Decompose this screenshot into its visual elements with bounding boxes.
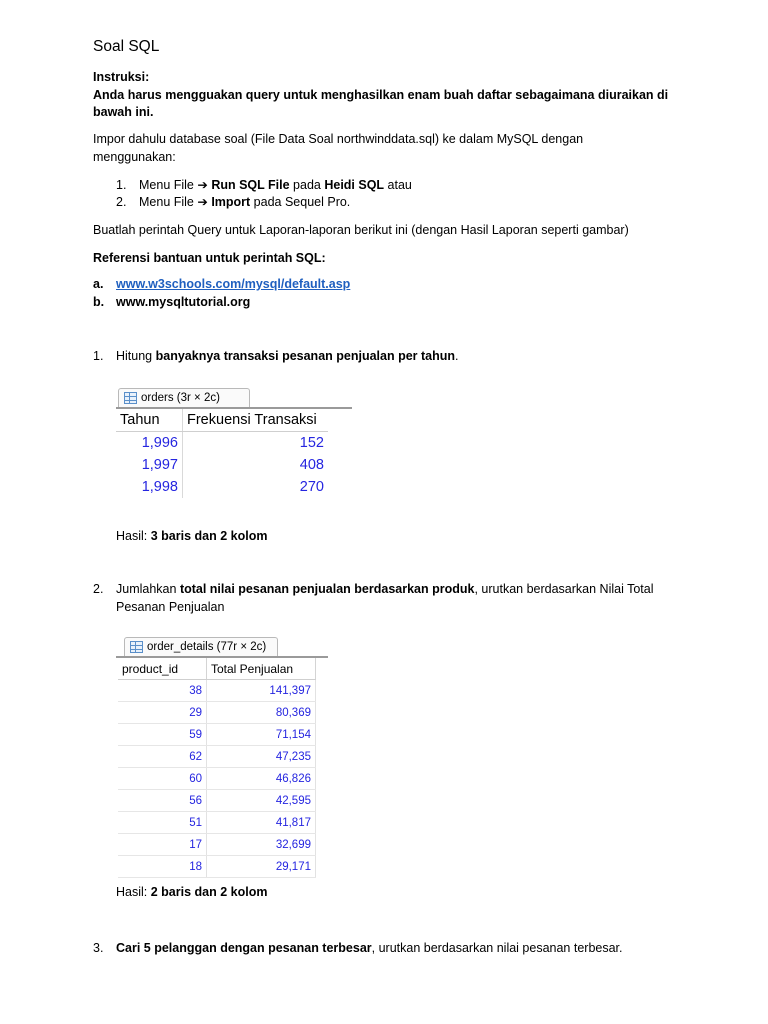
table-cell: 141,397 bbox=[207, 680, 316, 702]
question-text: Hitung bbox=[116, 349, 156, 363]
table-cell: 62 bbox=[118, 746, 207, 768]
result-summary-1 bbox=[116, 528, 267, 546]
table-row[interactable] bbox=[116, 432, 328, 455]
table-icon bbox=[124, 392, 137, 404]
table-row[interactable] bbox=[118, 812, 316, 834]
table-row[interactable] bbox=[118, 724, 316, 746]
table-header-row bbox=[116, 409, 328, 432]
table-cell: 408 bbox=[299, 457, 324, 473]
arrow-right-icon: ➔ bbox=[197, 195, 208, 209]
table-cell: 46,826 bbox=[207, 768, 316, 790]
result-table bbox=[116, 409, 328, 498]
column-header[interactable]: Total Penjualan bbox=[207, 658, 316, 680]
result-summary-2 bbox=[116, 884, 267, 902]
question-bold: total nilai pesanan penjualan berdasarkan produk bbox=[179, 582, 475, 596]
step-text: atau bbox=[384, 178, 412, 192]
step-text: pada Sequel Pro. bbox=[250, 195, 351, 209]
table-row[interactable] bbox=[118, 790, 316, 812]
result-grid-order-details bbox=[116, 633, 330, 873]
summary-value: 3 baris dan 2 kolom bbox=[150, 529, 268, 543]
instruction-buat: Buatlah perintah Query untuk Laporan-laporan berikut ini (dengan Hasil Laporan seperti gambar) bbox=[93, 223, 629, 237]
question-text: . bbox=[455, 349, 459, 363]
table-cell: 59 bbox=[118, 724, 207, 746]
result-tab[interactable] bbox=[124, 637, 278, 657]
reference-letter: b. bbox=[93, 295, 105, 309]
reference-letter: a. bbox=[93, 277, 104, 291]
question-bold: banyaknya transaksi pesanan penjualan per tahun bbox=[155, 349, 456, 363]
page-title: Soal SQL bbox=[93, 38, 160, 55]
table-cell: 42,595 bbox=[207, 790, 316, 812]
table-cell: 17 bbox=[118, 834, 207, 856]
table-row[interactable] bbox=[118, 746, 316, 768]
column-header[interactable]: product_id bbox=[118, 658, 207, 680]
table-row[interactable] bbox=[118, 680, 316, 702]
result-tab-label: order_details (77r × 2c) bbox=[147, 641, 267, 653]
table-row[interactable] bbox=[118, 856, 316, 878]
table-row[interactable] bbox=[118, 702, 316, 724]
result-grid-orders bbox=[116, 383, 352, 495]
reference-text: www.mysqltutorial.org bbox=[116, 295, 251, 309]
table-row[interactable] bbox=[116, 476, 328, 498]
question-bold: Cari 5 pelanggan dengan pesanan terbesar bbox=[116, 941, 372, 955]
table-cell: 32,699 bbox=[207, 834, 316, 856]
step-bold: Run SQL File bbox=[207, 178, 290, 192]
table-header-row bbox=[118, 658, 316, 680]
summary-label: Hasil: bbox=[116, 885, 151, 899]
table-cell: 1,997 bbox=[116, 454, 183, 476]
table-cell: 80,369 bbox=[207, 702, 316, 724]
question-number: 1. bbox=[93, 349, 104, 363]
table-cell: 56 bbox=[118, 790, 207, 812]
question-text: , urutkan berdasarkan nilai pesanan terbesar. bbox=[371, 941, 623, 955]
table-cell: 38 bbox=[118, 680, 207, 702]
step-text: Menu File bbox=[139, 178, 198, 192]
table-cell: 29 bbox=[118, 702, 207, 724]
table-icon bbox=[130, 641, 143, 653]
instructions-text: Anda harus mengguakan query untuk menghasilkan enam buah daftar sebagaimana diuraikan di bawah ini. bbox=[93, 87, 669, 119]
table-cell: 152 bbox=[299, 435, 324, 451]
table-cell: 47,235 bbox=[207, 746, 316, 768]
result-tab[interactable] bbox=[118, 388, 250, 408]
question-number: 3. bbox=[93, 941, 104, 955]
result-table-body bbox=[118, 680, 316, 878]
step-bold: Import bbox=[207, 195, 251, 209]
step-number: 1. bbox=[116, 178, 127, 192]
step-text: Menu File bbox=[139, 195, 198, 209]
table-row[interactable] bbox=[118, 768, 316, 790]
table-cell: 71,154 bbox=[207, 724, 316, 746]
table-cell: 18 bbox=[118, 856, 207, 878]
reference-link[interactable]: www.w3schools.com/mysql/default.asp bbox=[116, 277, 351, 291]
table-row[interactable] bbox=[116, 454, 328, 476]
summary-value: 2 baris dan 2 kolom bbox=[150, 885, 268, 899]
table-cell: 60 bbox=[118, 768, 207, 790]
table-cell: 1,996 bbox=[116, 432, 183, 455]
question-number: 2. bbox=[93, 582, 104, 596]
reference-heading: Referensi bantuan untuk perintah SQL: bbox=[93, 251, 326, 265]
result-tab-label: orders (3r × 2c) bbox=[141, 392, 220, 404]
step-bold: Heidi SQL bbox=[324, 178, 385, 192]
column-header[interactable]: Frekuensi Transaksi bbox=[183, 409, 329, 432]
question-text: , urutkan berdasarkan Nilai Total Pesanan Penjualan bbox=[116, 582, 654, 614]
instructions-heading: Instruksi: bbox=[93, 70, 150, 84]
step-number: 2. bbox=[116, 195, 127, 209]
step-text: pada bbox=[289, 178, 325, 192]
question-text: Jumlahkan bbox=[116, 582, 180, 596]
arrow-right-icon: ➔ bbox=[197, 178, 208, 192]
table-cell: 29,171 bbox=[207, 856, 316, 878]
table-cell: 51 bbox=[118, 812, 207, 834]
column-header[interactable]: Tahun bbox=[116, 409, 183, 432]
result-table bbox=[118, 658, 316, 878]
table-cell: 1,998 bbox=[116, 476, 183, 498]
table-cell: 270 bbox=[299, 479, 324, 495]
table-cell: 41,817 bbox=[207, 812, 316, 834]
table-row[interactable] bbox=[118, 834, 316, 856]
import-text: Impor dahulu database soal (File Data Soal northwinddata.sql) ke dalam MySQL dengan menggunakan: bbox=[93, 132, 584, 164]
summary-label: Hasil: bbox=[116, 529, 151, 543]
instructions bbox=[93, 69, 673, 122]
